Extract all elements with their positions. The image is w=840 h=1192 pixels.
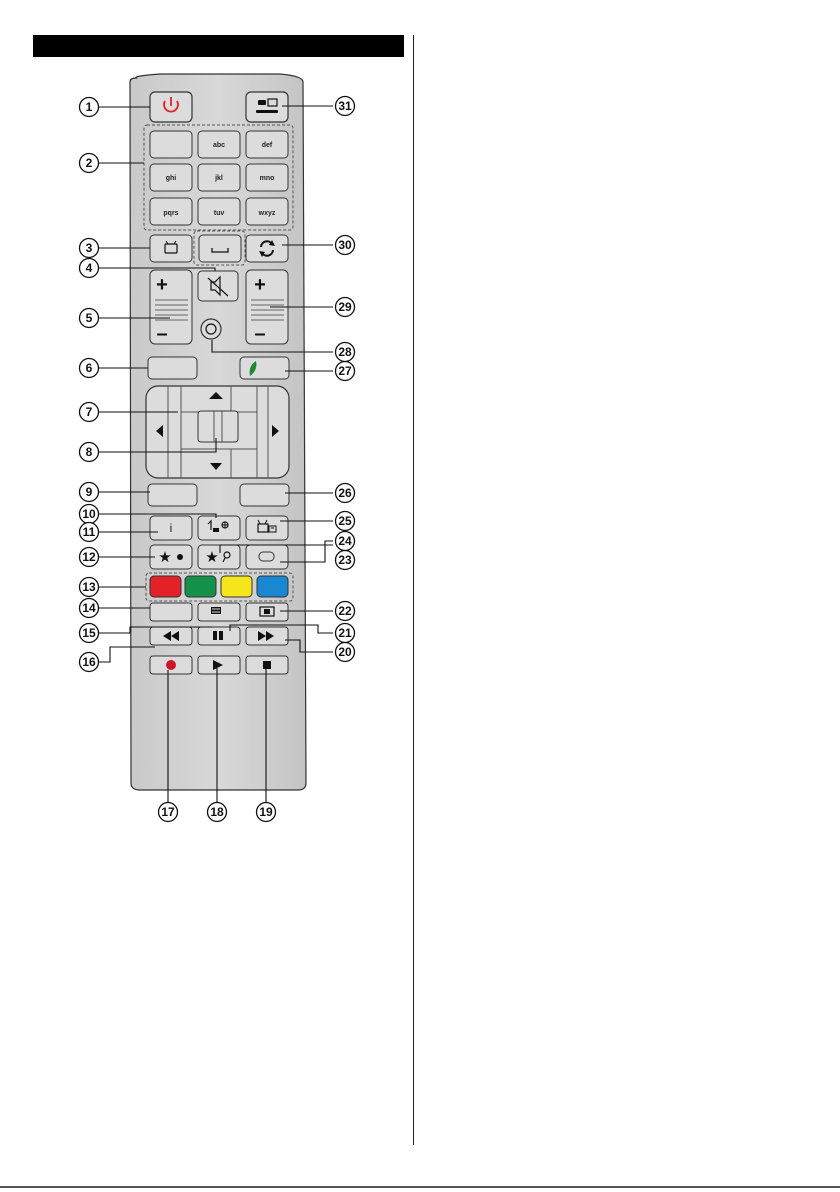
callout-11 xyxy=(80,523,99,542)
menu-button[interactable] xyxy=(148,357,197,379)
number-key-1[interactable] xyxy=(150,131,192,158)
svg-text:25: 25 xyxy=(338,514,352,528)
svg-text:14: 14 xyxy=(82,601,96,615)
svg-text:20: 20 xyxy=(338,645,352,659)
number-key-5-label: jkl xyxy=(215,175,223,182)
svg-text:10: 10 xyxy=(82,507,96,521)
number-key-0[interactable] xyxy=(199,235,241,262)
callout-4 xyxy=(80,259,99,278)
svg-text:1: 1 xyxy=(85,100,93,114)
callout-1 xyxy=(80,98,99,117)
svg-text:7: 7 xyxy=(85,405,93,419)
stop-button[interactable] xyxy=(246,656,288,674)
number-key-3[interactable] xyxy=(246,131,288,158)
callout-31 xyxy=(336,97,355,116)
number-key-6[interactable] xyxy=(246,164,288,191)
callout-15 xyxy=(80,624,99,643)
callout-5 xyxy=(80,309,99,328)
svg-text:9: 9 xyxy=(85,485,93,499)
yellow-key[interactable] xyxy=(221,576,252,597)
callout-13 xyxy=(80,578,99,597)
callout-3 xyxy=(80,239,99,258)
callout-8 xyxy=(80,443,99,462)
svg-text:23: 23 xyxy=(338,553,352,567)
green-key[interactable] xyxy=(185,576,216,597)
svg-text:21: 21 xyxy=(338,626,352,640)
callout-16 xyxy=(80,653,99,672)
callout-9 xyxy=(80,483,99,502)
number-key-8[interactable] xyxy=(198,198,240,225)
callout-28 xyxy=(336,343,355,362)
svg-text:8: 8 xyxy=(85,445,93,459)
red-key[interactable] xyxy=(150,576,181,597)
favourites-button[interactable] xyxy=(150,545,192,569)
program-up-label: + xyxy=(254,274,266,296)
number-key-4[interactable] xyxy=(150,164,192,191)
callout-14 xyxy=(80,599,99,618)
mute-button[interactable] xyxy=(198,271,238,301)
number-key-7-label: pqrs xyxy=(163,210,179,217)
stop-icon xyxy=(263,661,271,669)
callout-24 xyxy=(336,532,355,551)
volume-up-label: + xyxy=(156,274,168,296)
svg-text:30: 30 xyxy=(338,238,352,252)
callout-20 xyxy=(336,643,355,662)
info-label: i xyxy=(169,521,173,535)
subtitles-icon xyxy=(211,607,221,614)
globe-icon xyxy=(177,554,183,560)
svg-text:31: 31 xyxy=(338,99,352,113)
number-key-6-label: mno xyxy=(259,175,275,182)
number-key-4-label: ghi xyxy=(165,175,177,182)
svg-text:12: 12 xyxy=(82,550,96,564)
callout-23 xyxy=(336,551,355,570)
play-button[interactable] xyxy=(198,656,240,674)
star-icon: ★ xyxy=(158,548,172,566)
screen-button[interactable] xyxy=(246,603,288,621)
callout-19 xyxy=(257,803,276,822)
svg-text:3: 3 xyxy=(85,241,93,255)
source-button[interactable] xyxy=(246,92,288,122)
svg-text:13: 13 xyxy=(82,580,96,594)
svg-text:28: 28 xyxy=(338,345,352,359)
svg-text:26: 26 xyxy=(338,486,352,500)
search-button[interactable] xyxy=(198,545,240,569)
volume-rocker[interactable] xyxy=(150,270,192,345)
number-key-7[interactable] xyxy=(150,198,192,225)
callout-25 xyxy=(336,512,355,531)
language-button[interactable] xyxy=(246,545,288,569)
exit-button[interactable] xyxy=(240,484,289,506)
star-icon: ★ xyxy=(205,548,219,566)
svg-text:27: 27 xyxy=(338,364,352,378)
number-key-3-label: def xyxy=(261,142,273,149)
back-button[interactable] xyxy=(148,484,197,506)
svg-text:16: 16 xyxy=(82,655,96,669)
callout-2 xyxy=(80,154,99,173)
record-button[interactable] xyxy=(150,656,192,674)
svg-text:6: 6 xyxy=(85,361,93,375)
svg-text:4: 4 xyxy=(85,261,93,275)
number-key-9-label: wxyz xyxy=(258,210,276,217)
swap-button[interactable] xyxy=(246,235,288,262)
svg-text:11: 11 xyxy=(82,525,96,539)
svg-text:24: 24 xyxy=(338,534,352,548)
fast-forward-button[interactable] xyxy=(246,627,288,645)
svg-text:17: 17 xyxy=(161,805,175,819)
svg-text:18: 18 xyxy=(210,805,224,819)
number-key-8-label: tuv xyxy=(213,210,225,217)
callout-12 xyxy=(80,548,99,567)
rewind-button[interactable] xyxy=(150,627,192,645)
number-key-2-label: abc xyxy=(212,142,226,149)
callout-29 xyxy=(336,298,355,317)
callout-22 xyxy=(336,602,355,621)
guide-button[interactable] xyxy=(246,516,288,540)
callout-6 xyxy=(80,359,99,378)
volume-down-label: – xyxy=(156,323,168,345)
power-button[interactable] xyxy=(150,92,192,122)
svg-text:29: 29 xyxy=(338,300,352,314)
callout-21 xyxy=(336,624,355,643)
callout-10 xyxy=(80,505,99,524)
callout-27 xyxy=(336,362,355,381)
media-browser-button[interactable] xyxy=(198,516,240,540)
callout-30 xyxy=(336,236,355,255)
callout-18 xyxy=(208,803,227,822)
quick-menu-button[interactable] xyxy=(150,603,192,621)
blue-key[interactable] xyxy=(257,576,288,597)
pause-button[interactable] xyxy=(198,627,240,645)
svg-text:19: 19 xyxy=(259,805,273,819)
callout-7 xyxy=(80,403,99,422)
info-button[interactable] xyxy=(150,516,192,540)
number-key-5[interactable] xyxy=(198,164,240,191)
record-icon xyxy=(166,660,176,670)
svg-text:15: 15 xyxy=(82,626,96,640)
svg-text:2: 2 xyxy=(85,156,93,170)
svg-text:5: 5 xyxy=(85,311,93,325)
number-key-9[interactable] xyxy=(246,198,288,225)
voice-button[interactable] xyxy=(201,319,221,339)
program-down-label: – xyxy=(254,323,266,345)
callout-26 xyxy=(336,484,355,503)
energy-saving-button[interactable] xyxy=(240,357,289,379)
tv-button[interactable] xyxy=(150,235,192,262)
callout-17 xyxy=(159,803,178,822)
number-key-2[interactable] xyxy=(198,131,240,158)
svg-text:22: 22 xyxy=(338,604,352,618)
ok-button[interactable] xyxy=(198,411,238,442)
subtitles-button[interactable] xyxy=(198,603,240,621)
